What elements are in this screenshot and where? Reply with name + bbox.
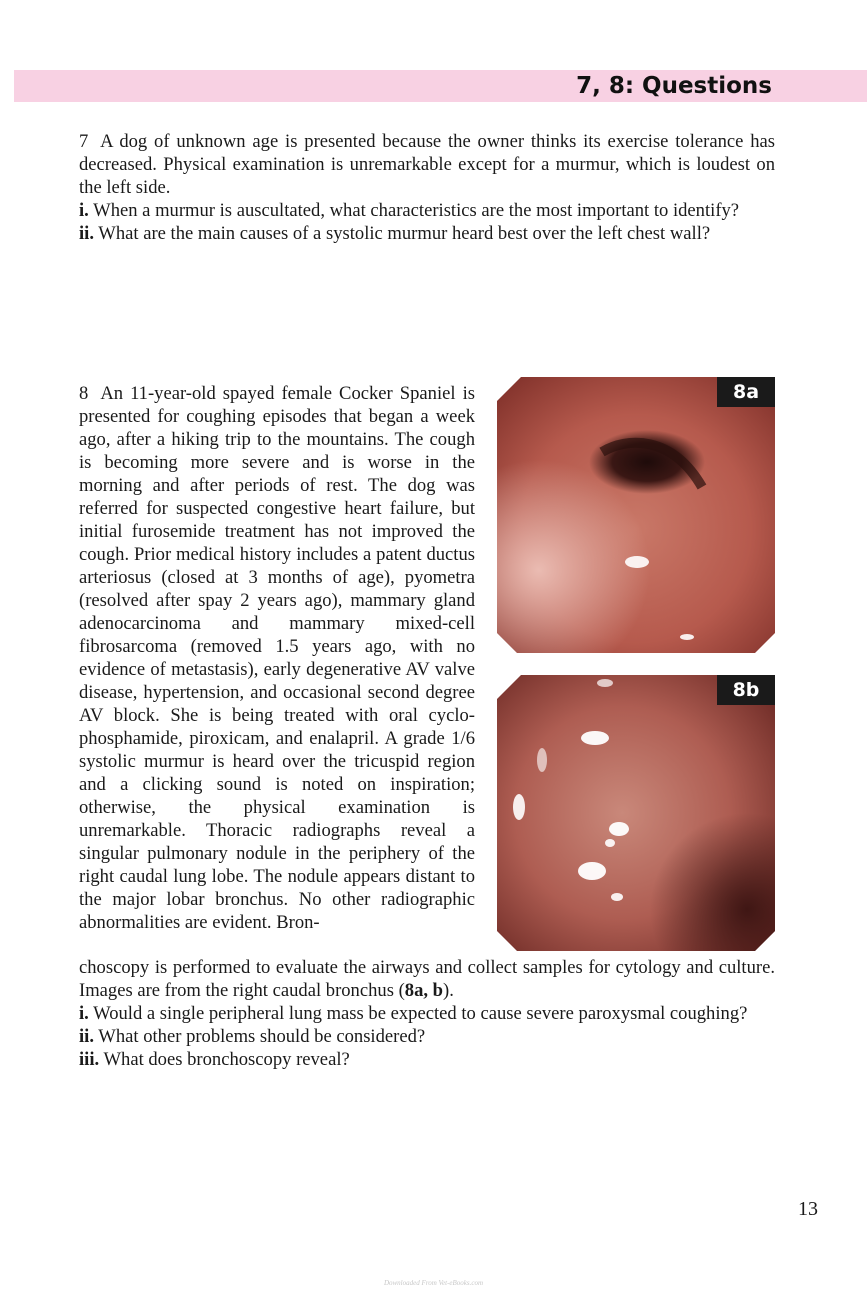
part-text: What are the main causes of a systolic murmur heard best over the left chest wall? <box>98 223 711 244</box>
part-label: i. <box>79 1003 89 1024</box>
question-7-number: 7 <box>79 131 89 152</box>
question-8-part-iii <box>79 1048 775 1071</box>
question-8-stem: An 11-year-old spayed female Cocker Spaniel is presented for coughing episodes that began a week ago, after a hiking trip to the mountains. The cough is becoming more severe and is worse in the morning and after periods of rest. The dog was referred for suspected congestive heart failure, but initial furosemide treatment has not improved the cough. Prior medical history includes a patent ductus arteriosus (closed at 3 months of age), pyometra (resolved after spay 2 years ago), mammary gland adenocarcinoma and mammary mixed-cell fibrosarcoma (removed 1.5 years ago, with no evidence of metastasis), early degenerative AV valve disease, hypertension, and occasional second degree AV block. She is being treated with oral cyclophosphamide, piroxicam, and enalapril. A grade 1/6 systolic murmur is heard over the tricuspid region and a clicking sound is noted on inspiration; otherwise, the physical examination is unremarkable. Thoracic radiographs reveal a singular pulmonary nodule in the periphery of the right caudal lung lobe. The nodule appears distant to the major lobar bronchus. No other radiographic abnormalities are evident. Bron- <box>79 383 475 933</box>
figure-label: 8a <box>717 377 775 407</box>
part-label: ii. <box>79 223 94 244</box>
question-8-intro <box>79 382 475 934</box>
question-7-part-i <box>79 199 775 222</box>
question-8-part-i <box>79 1002 775 1025</box>
question-8-continuation <box>79 956 775 1071</box>
figure-label: 8b <box>717 675 775 705</box>
part-label: ii. <box>79 1026 94 1047</box>
question-8-stem-column <box>79 382 475 934</box>
question-8-number: 8 <box>79 383 89 404</box>
part-label: iii. <box>79 1049 100 1070</box>
part-text: What does bronchoscopy reveal? <box>103 1049 350 1070</box>
bronchoscopy-image-8a <box>497 377 775 653</box>
part-text: What other problems should be considered? <box>98 1026 426 1047</box>
question-8-part-ii <box>79 1025 775 1048</box>
part-label: i. <box>79 200 89 221</box>
bronchoscopy-image-8b <box>497 675 775 951</box>
question-7-intro <box>79 130 775 199</box>
stem-text: ). <box>443 980 454 1001</box>
figure-reference: 8a, b <box>404 980 444 1001</box>
question-8-stem-end <box>79 956 775 1002</box>
figure-8b <box>497 675 775 951</box>
page-number: 13 <box>798 1198 818 1220</box>
question-7-part-ii <box>79 222 775 245</box>
part-text: Would a single peripheral lung mass be expected to cause severe paroxysmal coughing? <box>93 1003 748 1024</box>
figure-8a <box>497 377 775 653</box>
question-7 <box>79 130 775 245</box>
page-title: 7, 8: Questions <box>576 73 772 99</box>
footer-watermark: Downloaded From Vet-eBooks.com <box>383 1279 484 1287</box>
part-text: When a murmur is auscultated, what characteristics are the most important to identify? <box>93 200 740 221</box>
stem-text: choscopy is performed to evaluate the airways and collect samples for cytology and culture. Images are from the right caudal bronchus ( <box>79 957 775 1001</box>
header-band <box>14 70 867 102</box>
question-7-stem: A dog of unknown age is presented because the owner thinks its exercise tolerance has decreased. Physical examination is unremarkable except for a murmur, which is loudest on the left side. <box>79 131 775 198</box>
